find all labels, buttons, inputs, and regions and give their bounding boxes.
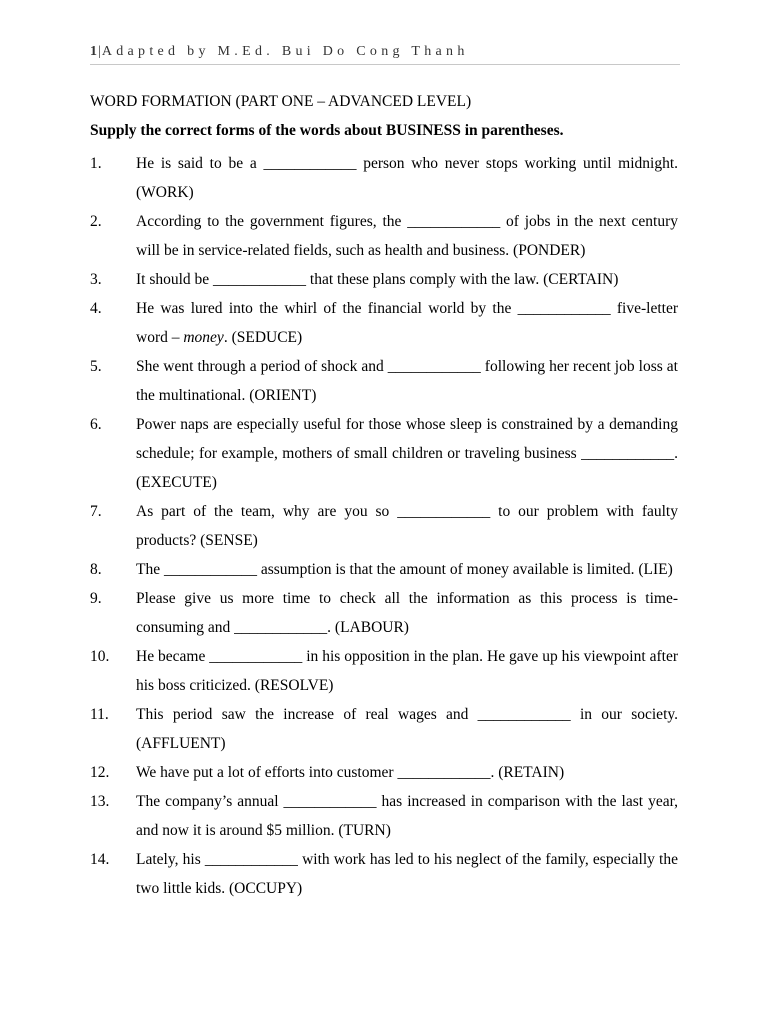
question-text: It should be ____________ that these plans comply with the law. (CERTAIN) (136, 271, 619, 288)
question-text: Please give us more time to check all the information as this process is time-consuming and ____________. (LABOUR) (136, 590, 678, 636)
question-number: 10. (90, 648, 110, 665)
question-item (90, 642, 678, 700)
question-item (90, 555, 678, 584)
question-text: Lately, his ____________ with work has led to his neglect of the family, especially the two little kids. (OCCUPY) (136, 851, 678, 897)
question-item (90, 265, 678, 294)
question-text-before: He was lured into the whirl of the financial world by the ____________ five-letter word – (136, 300, 678, 346)
worksheet-title: WORD FORMATION (PART ONE – ADVANCED LEVEL) (90, 93, 472, 110)
question-text-after: . (SEDUCE) (223, 329, 303, 346)
question-number: 12. (90, 764, 110, 781)
question-number: 7. (90, 503, 102, 520)
header-divider (90, 64, 680, 65)
question-number: 11. (90, 706, 109, 723)
question-number: 14. (90, 851, 110, 868)
question-item (90, 758, 678, 787)
question-item (90, 497, 678, 555)
question-list (90, 149, 678, 903)
question-item (90, 410, 678, 497)
question-number: 13. (90, 793, 110, 810)
question-text-italic: money (183, 329, 224, 346)
question-item (90, 700, 678, 758)
question-text: The ____________ assumption is that the amount of money available is limited. (LIE) (136, 561, 673, 578)
question-item (90, 787, 678, 845)
question-text: According to the government figures, the ____________ of jobs in the next century will be in service-related fields, such as health and business. (PONDER) (136, 213, 678, 259)
page-number: 1 (90, 44, 98, 59)
header-separator: | (98, 44, 102, 59)
question-item (90, 207, 678, 265)
page-header (90, 44, 680, 60)
question-item (90, 149, 678, 207)
question-item (90, 584, 678, 642)
question-item (90, 845, 678, 903)
question-number: 4. (90, 300, 102, 317)
question-item (90, 352, 678, 410)
question-item (90, 294, 678, 352)
question-number: 3. (90, 271, 102, 288)
question-text: He became ____________ in his opposition in the plan. He gave up his viewpoint after his boss criticized. (RESOLVE) (136, 648, 678, 694)
question-number: 1. (90, 155, 102, 172)
worksheet-instruction: Supply the correct forms of the words about BUSINESS in parentheses. (90, 122, 564, 139)
question-text: The company’s annual ____________ has increased in comparison with the last year, and now it is around $5 million. (TURN) (136, 793, 678, 839)
question-number: 2. (90, 213, 102, 230)
question-number: 5. (90, 358, 102, 375)
question-number: 6. (90, 416, 102, 433)
question-text: Power naps are especially useful for those whose sleep is constrained by a demanding schedule; for example, mothers of small children or traveling business ____________. (EXECUTE) (136, 416, 678, 491)
question-text: He is said to be a ____________ person who never stops working until midnight. (WORK) (136, 155, 678, 201)
header-credit: Adapted by M.Ed. Bui Do Cong Thanh (101, 44, 469, 59)
question-text: She went through a period of shock and ____________ following her recent job loss at the multinational. (ORIENT) (136, 358, 678, 404)
question-text: As part of the team, why are you so ____________ to our problem with faulty products? (SENSE) (136, 503, 678, 549)
question-number: 9. (90, 590, 102, 607)
question-number: 8. (90, 561, 102, 578)
question-text (136, 300, 678, 346)
question-text: This period saw the increase of real wages and ____________ in our society. (AFFLUENT) (136, 706, 678, 752)
question-text: We have put a lot of efforts into customer ____________. (RETAIN) (136, 764, 565, 781)
